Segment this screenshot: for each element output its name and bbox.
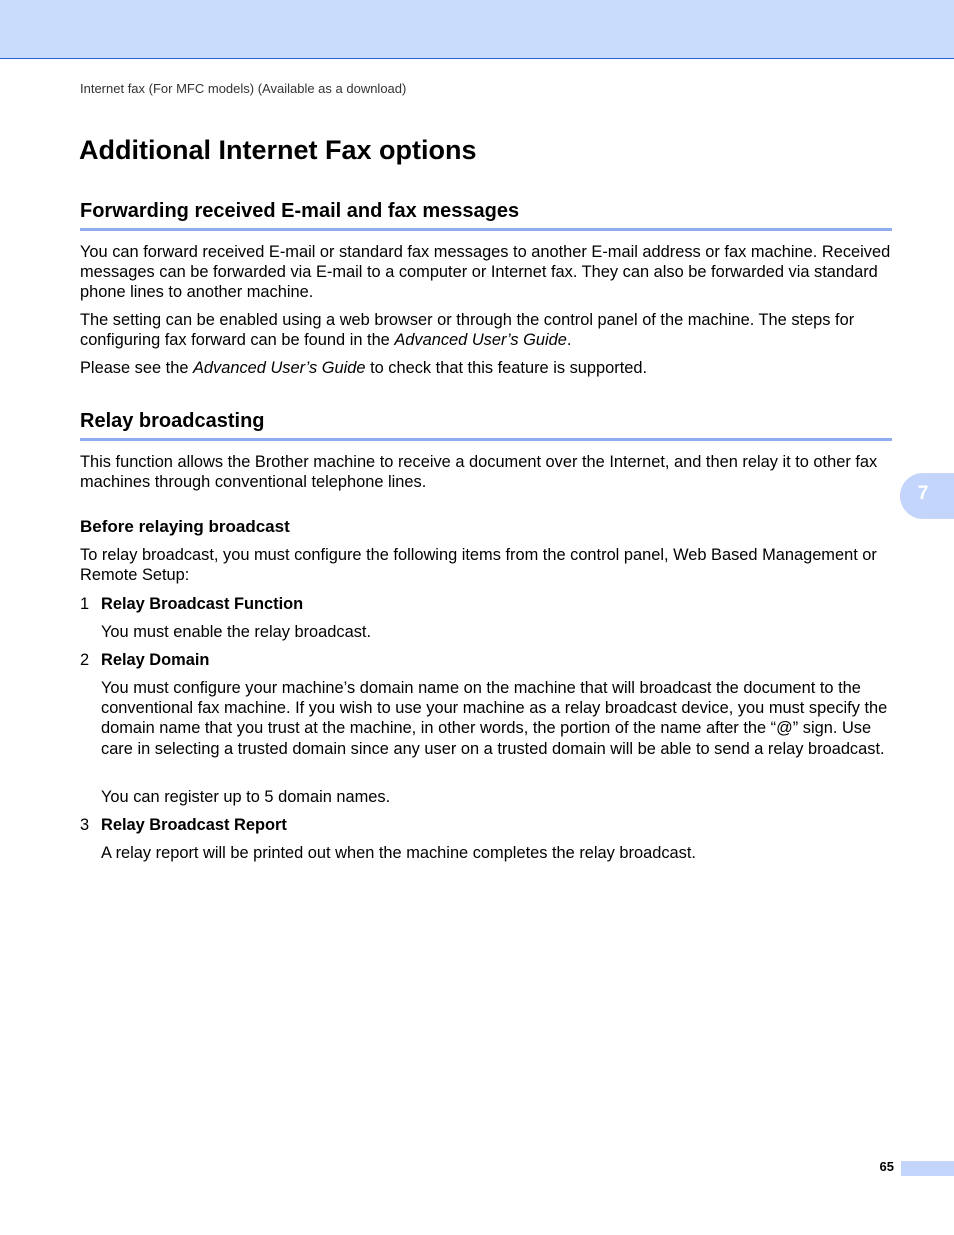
chapter-tab	[900, 473, 954, 519]
section-heading-relay: Relay broadcasting	[80, 409, 892, 441]
forwarding-paragraph-3-end: to check that this feature is supported.	[365, 359, 648, 377]
page-title: Additional Internet Fax options	[79, 135, 477, 165]
step-3-text: A relay report will be printed out when the machine completes the relay broadcast.	[101, 844, 696, 862]
step-number: 2	[80, 651, 90, 669]
step-2-note: You can register up to 5 domain names.	[101, 788, 391, 806]
forwarding-paragraph-2-text: The setting can be enabled using a web browser or through the control panel of the machine. The steps for configuring fax forward can be found in the	[80, 311, 855, 350]
footer-bar	[901, 1161, 954, 1176]
relay-subintro: To relay broadcast, you must configure the following items from the control panel, Web Based Management or Remote Setup:	[80, 546, 877, 585]
step-2	[80, 650, 209, 670]
forwarding-paragraph-3	[80, 358, 892, 378]
subheading-before-relaying: Before relaying broadcast	[80, 517, 290, 536]
forwarding-paragraph-3-text: Please see the	[80, 359, 193, 377]
step-number: 3	[80, 816, 90, 834]
step-label: Relay Broadcast Report	[101, 816, 287, 834]
section-heading-forwarding: Forwarding received E-mail and fax messages	[80, 199, 892, 231]
step-2-text: You must configure your machine’s domain name on the machine that will broadcast the document to the conventional fax machine. If you wish to use your machine as a relay broadcast device, you must specify the domain name that you trust at the machine, in other words, the portion of the name after the “@” sign. Use care in selecting a trusted domain since any user on a trusted domain will be able to send a relay broadcast.	[101, 679, 888, 758]
step-3	[80, 815, 287, 835]
step-label: Relay Broadcast Function	[101, 595, 304, 613]
relay-intro: This function allows the Brother machine to receive a document over the Internet, and then relay it to other fax machines through conventional telephone lines.	[80, 453, 878, 492]
forwarding-paragraph-2-end: .	[566, 331, 572, 350]
chapter-number: 7	[917, 483, 929, 504]
running-head: Internet fax (For MFC models) (Available as a download)	[80, 81, 407, 96]
header-band	[0, 0, 954, 59]
page-number: 65	[879, 1159, 894, 1174]
step-number: 1	[80, 595, 90, 613]
guide-reference: Advanced User’s Guide	[193, 359, 366, 377]
guide-reference: Advanced User’s Guide	[394, 331, 567, 350]
forwarding-paragraph-1: You can forward received E-mail or standard fax messages to another E-mail address or fax machine. Received messages can be forwarded via E-mail to a computer or Internet fax. They can also be forwarded via standard phone lines to another machine.	[80, 243, 891, 302]
forwarding-paragraph-2	[80, 310, 892, 350]
step-1	[80, 594, 303, 614]
step-label: Relay Domain	[101, 651, 210, 669]
step-1-text: You must enable the relay broadcast.	[101, 623, 372, 641]
